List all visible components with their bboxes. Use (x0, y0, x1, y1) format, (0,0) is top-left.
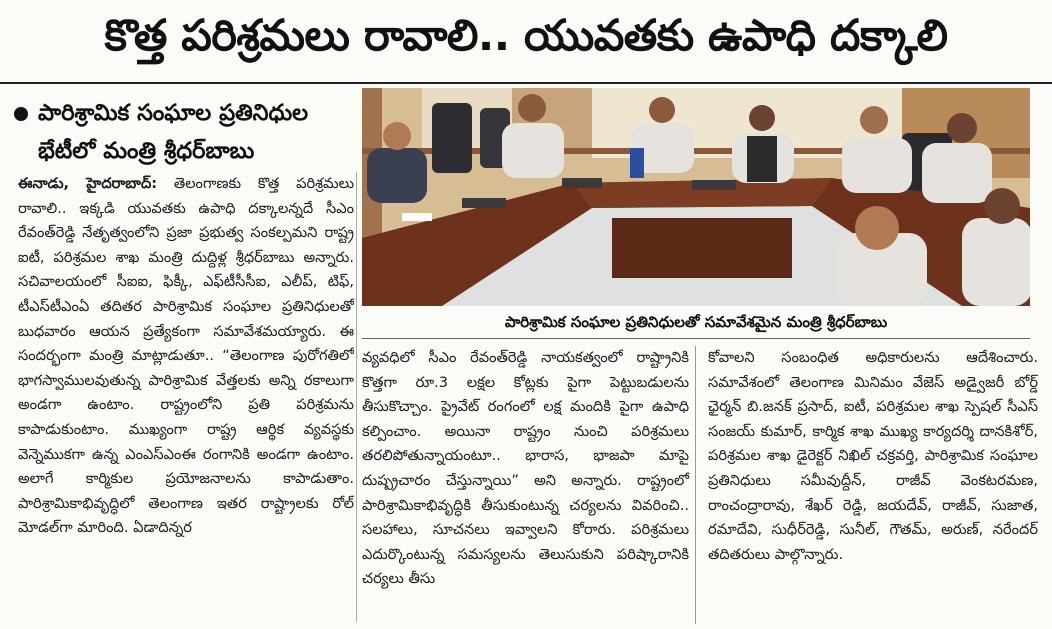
bullet-icon (14, 107, 28, 121)
subheadline (14, 94, 352, 170)
article-column-3 (708, 346, 1038, 624)
article-column-2 (362, 346, 696, 624)
headline: కొత్త పరిశ్రమలు రావాలి.. యువతకు ఉపాధి దక్కాలి (0, 0, 1052, 84)
column-3-text: కోవాలని సంబంధిత అధికారులను ఆదేశించారు. సమావేశంలో తెలంగాణ మినిమం వేజెస్ అడ్వైజరీ బోర్డ్ ఛైర్మన్ బి.జనక్ ప్రసాద్, ఐటీ, పరిశ్రమల శాఖ స్పెషల్ సీఎస్ సంజయ్ కుమార్, కార్మిక శాఖ ముఖ్య కార్యదర్శి దానకిశోర్, పరిశ్రమల శాఖ డైరెక్టర్ నిఖిల్ చక్రవర్తి, పారిశ్రామిక సంఘాల ప్రతినిధులు సమీవుద్దీన్, రాజీవ్ వెంకటరమణ, రాంచంద్రారావు, శేఖర్ రెడ్డి, జయదేవ్, రాజీవ్, సుజాత, రమాదేవి, సుధీర్‌రెడ్డి, సునీల్, గౌతమ్, అరుణ్, నరేందర్ తదితరులు పాల్గొన్నారు. (708, 349, 1038, 563)
meeting-photo (362, 88, 1030, 306)
photo-caption: పారిశ్రామిక సంఘాల ప్రతినిధులతో సమావేశమైన మంత్రి శ్రీధర్‌బాబు (362, 309, 1030, 339)
subhead-line-1: పారిశ్రామిక సంఘాల ప్రతినిధుల (38, 100, 309, 126)
column-1-text: తెలంగాణకు కొత్త పరిశ్రమలు రావాలి.. ఇక్కడి యువతకు ఉపాధి దక్కాలన్నదే సీఎం రేవంత్‌రెడ్డి నేతృత్వంలోని ప్రజా ప్రభుత్వ సంకల్పమని రాష్ట్ర ఐటీ, పరిశ్రమల శాఖ మంత్రి దుద్దిళ్ల శ్రీధర్‌బాబు అన్నారు. సచివాలయంలో సీఐఐ, ఫిక్కీ, ఎఫ్‌టీసీసీఐ, ఎలీప్, టిఫ్, టీఎస్‌టీఎంఏ తదితర పారిశ్రామిక సంఘాల ప్రతినిధులతో బుధవారం ఆయన ప్రత్యేకంగా సమావేశమయ్యారు. ఈ సందర్భంగా మంత్రి మాట్లాడుతూ.. “తెలంగాణ పురోగతిలో భాగస్వాములవుతున్న పారిశ్రామిక వేత్తలకు అన్ని రకాలుగా అండగా ఉంటాం. రాష్ట్రంలోని ప్రతి పరిశ్రమను కాపాడుకుంటాం. ముఖ్యంగా రాష్ట్ర ఆర్థిక వ్యవస్థకు వెన్నెముకగా ఉన్న ఎంఎస్‌ఎంఈ రంగానికి అండగా ఉంటాం. అలాగే కార్మికుల ప్రయోజనాలను కాపాడుతాం. పారిశ్రామికాభివృద్ధిలో తెలంగాణ ఇతర రాష్ట్రాలకు రోల్ మోడల్‌గా మారింది. ఏడాదిన్నర (18, 175, 354, 537)
dateline: ఈనాడు, హైదరాబాద్: (18, 175, 158, 192)
subhead-line-2: భేటీలో మంత్రి శ్రీధర్‌బాబు (38, 138, 255, 164)
column-2-text: వ్యవధిలో సీఎం రేవంత్‌రెడ్డి నాయకత్వంలో రాష్ట్రానికి కొత్తగా రూ.3 లక్షల కోట్లకు పైగా పెట్టుబడులను తీసుకొచ్చాం. ప్రైవేట్ రంగంలో లక్ష మందికి పైగా ఉపాధి కల్పించాం. అయినా రాష్ట్రం నుంచి పరిశ్రమలు తరలిపోతున్నాయంటూ.. భారాస, భాజపా మాపై దుష్ప్రచారం చేస్తున్నాయి” అని అన్నారు. రాష్ట్రంలో పారిశ్రామికాభివృద్ధికి తీసుకుంటున్న చర్యలను వివరించి.. సలహాలు, సూచనలు ఇవ్వాలని కోరారు. పరిశ్రమలు ఎదుర్కొంటున్న సమస్యలను తెలుసుకుని పరిష్కారానికి చర్యలు తీసు (362, 349, 689, 588)
column-divider (356, 172, 357, 622)
article-column-1 (18, 172, 354, 622)
